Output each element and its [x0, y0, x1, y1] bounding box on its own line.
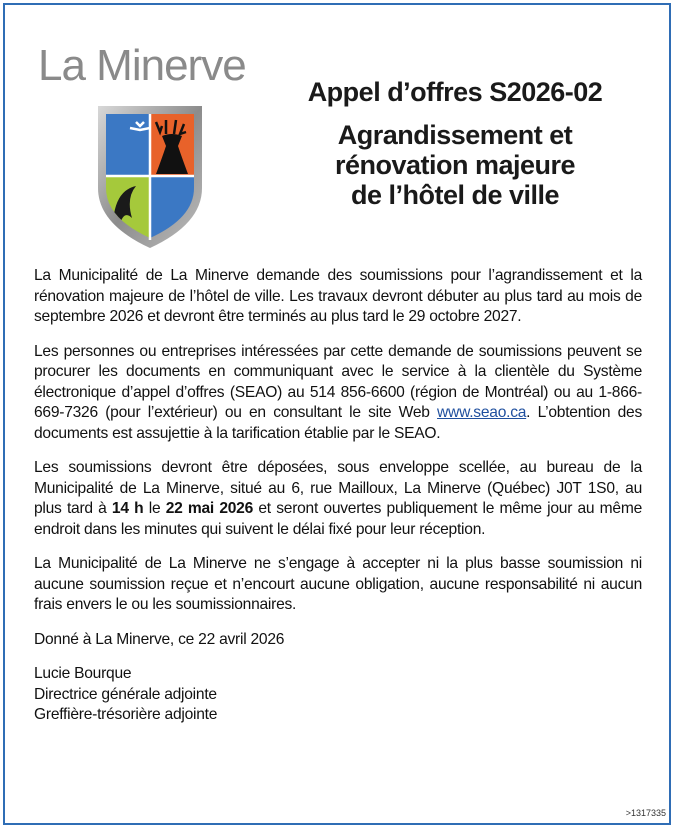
tender-number: Appel d’offres S2026-02: [307, 77, 603, 107]
project-title-line: rénovation majeure: [334, 150, 576, 180]
documents-text: Les personnes ou entreprises intéressées par cette demande de soumissions peuvent se procurer les documents en communiquant avec le service à la clientèle du Système électronique d’appel d’offres (SEAO) au 514 856-6600 (région de Montréal) ou au 1-866-669-7326 (pour l’extérieur) ou en consultant le site Web: [34, 342, 642, 421]
paragraph-disclaimer: La Municipalité de La Minerve ne s’engage à accepter ni la plus basse soumission ni aucune soumission reçue et n’encourt aucune obligation, aucune responsabilité ni aucun frais envers le ou les soumissionnaires.: [34, 555, 642, 613]
documents-text-end: . L’obtention des documents est assujettie à la tarification établie par le SEAO.: [34, 404, 642, 442]
paragraph-submission: [34, 458, 642, 540]
municipality-crest-icon: [96, 106, 204, 248]
project-title: [275, 120, 635, 210]
notice-body: [34, 266, 642, 726]
submission-text-mid: le: [143, 500, 166, 517]
submission-text-end: et seront ouvertes publiquement le même jour au même endroit dans les minutes qui suivent le délai fixé pour leur réception.: [34, 500, 642, 538]
signature-block: [34, 664, 642, 726]
signatory-name: Lucie Bourque: [34, 665, 132, 682]
deadline-date: 22 mai 2026: [165, 500, 254, 517]
project-title-line: Agrandissement et: [337, 120, 573, 150]
municipality-logo-wordmark: La Minerve: [38, 41, 246, 90]
notice-title: [275, 76, 635, 210]
signatory-role: Directrice générale adjointe: [34, 685, 217, 703]
paragraph-documents: [34, 342, 642, 445]
submission-text: Les soumissions devront être déposées, sous enveloppe scellée, au bureau de la Municipalité de La Minerve, situé au 6, rue Mailloux, La Minerve (Québec) J0T 1S0, au plus tard à: [34, 459, 642, 517]
project-title-line: de l’hôtel de ville: [350, 180, 560, 210]
signatory-role: Greffière-trésorière adjointe: [34, 706, 218, 723]
deadline-time: 14 h: [111, 500, 144, 517]
seao-link[interactable]: www.seao.ca: [437, 404, 527, 421]
paragraph-scope: La Municipalité de La Minerve demande des soumissions pour l’agrandissement et la rénovation majeure de l’hôtel de ville. Les travaux devront débuter au plus tard au mois de septembre 2026 et devront être terminés au plus tard le 29 octobre 2027.: [34, 267, 642, 325]
given-date: Donné à La Minerve, ce 22 avril 2026: [34, 630, 285, 648]
ad-reference-number: >1317335: [625, 808, 666, 818]
